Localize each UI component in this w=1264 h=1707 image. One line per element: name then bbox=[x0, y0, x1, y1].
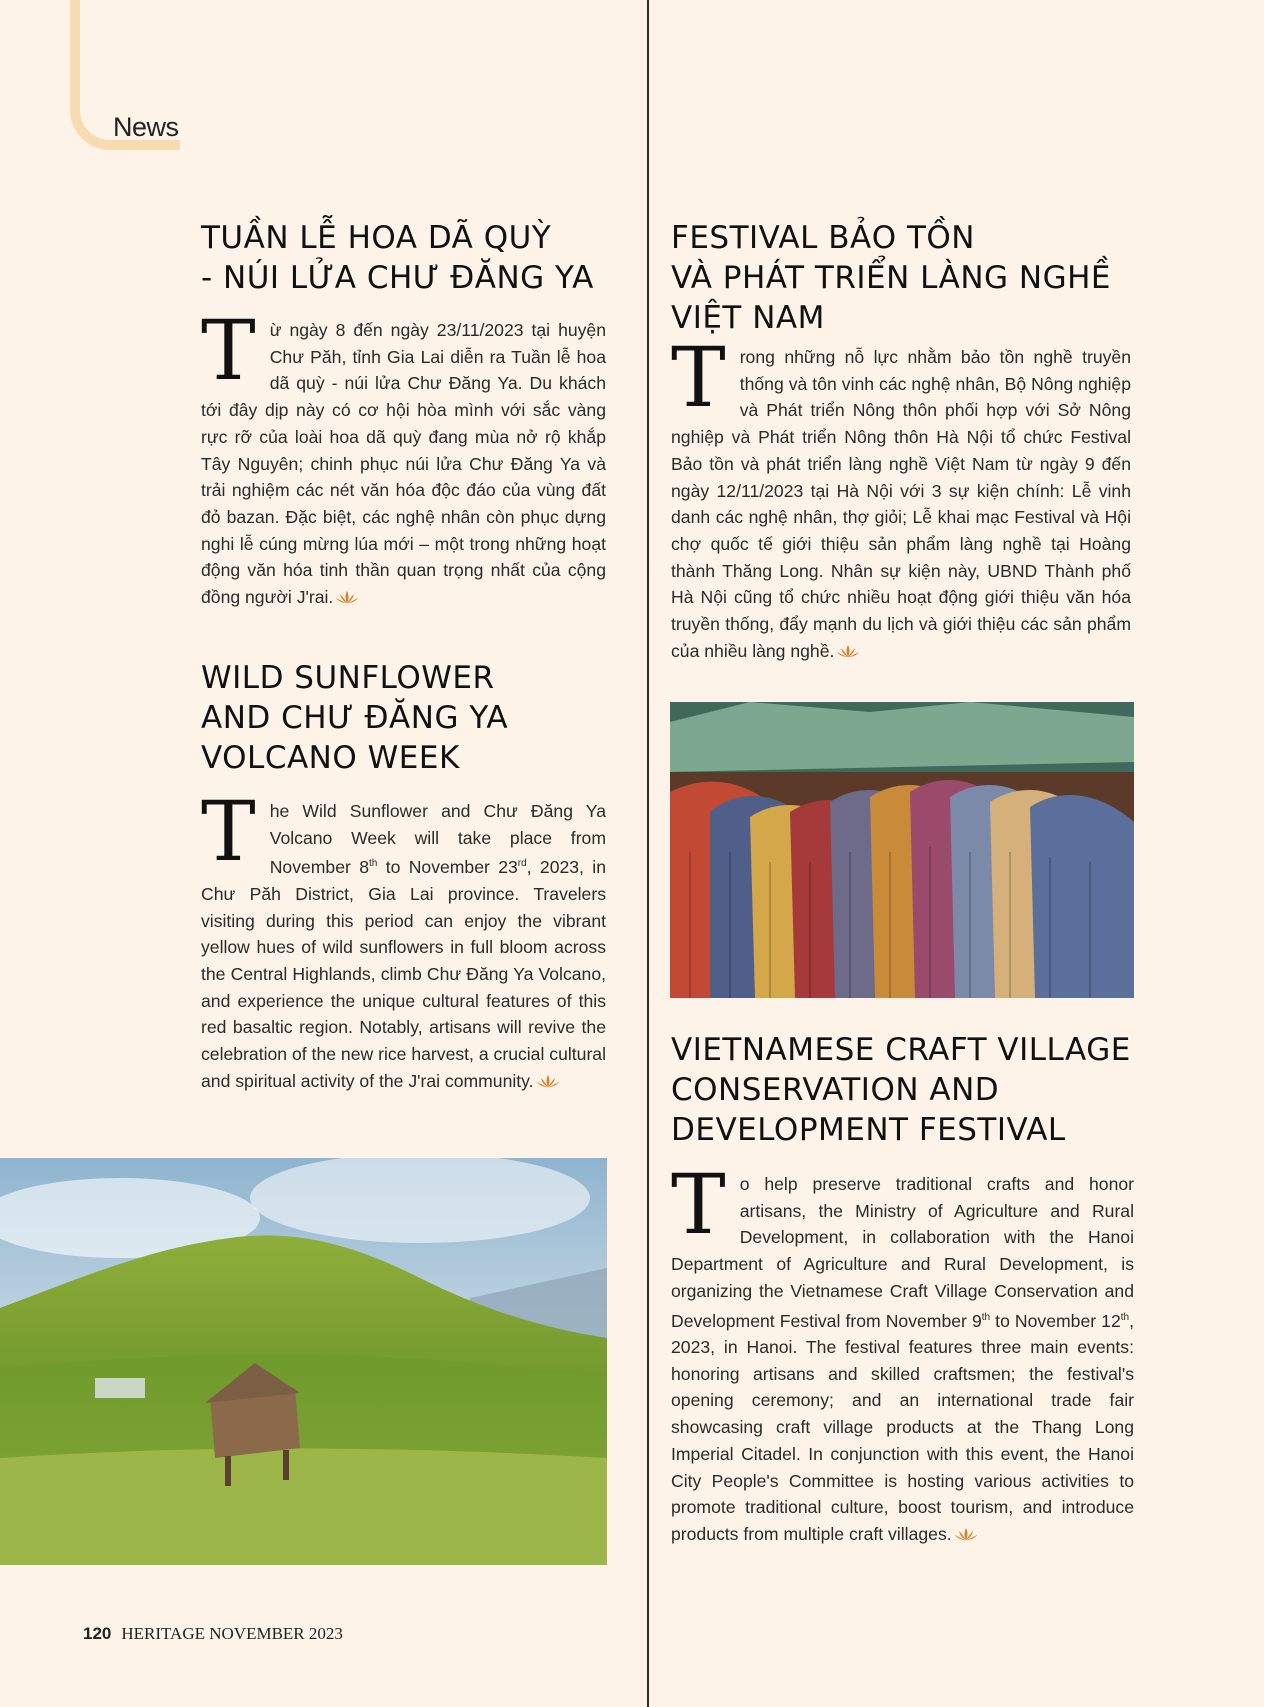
article-text: to November 23 bbox=[377, 857, 518, 878]
article-text: ừ ngày 8 đến ngày 23/11/2023 tại huyện Chư Păh, tỉnh Gia Lai diễn ra Tuần lễ hoa dã quỳ - núi lửa Chư Đăng Ya. Du khách tới đây dịp này có cơ hội hòa mình với sắc vàng rực rỡ của loài hoa dã quỳ đang mùa nở rộ khắp Tây Nguyên; chinh phục núi lửa Chư Đăng Ya và trải nghiệm các nét văn hóa độc đáo của vùng đất đỏ bazan. Đặc biệt, các nghệ nhân còn phục dựng nghi lễ cúng mừng lúa mới – một trong những hoạt động văn hóa tinh thần quan trọng nhất của cộng đồng người J'rai. bbox=[201, 320, 606, 608]
article-text: , 2023, in Hanoi. The festival features three main events: honoring artisans and skilled craftsmen; the festival's opening ceremony; and an international trade fair showcasing craft village products at the Thang Long Imperial Citadel. In conjunction with this event, the Hanoi City People's Committee is hosting various activities to promote traditional culture, boost tourism, and introduce products from multiple craft villages. bbox=[671, 1310, 1134, 1544]
article-body-vn-sunflower bbox=[201, 304, 606, 611]
magazine-issue: HERITAGE NOVEMBER 2023 bbox=[121, 1624, 343, 1643]
ordinal-suffix: th bbox=[1120, 1311, 1130, 1323]
title-line: VOLCANO WEEK bbox=[201, 740, 460, 776]
article-text: rong những nỗ lực nhằm bảo tồn nghề truyền thống và tôn vinh các nghệ nhân, Bộ Nông nghiệp và Phát triển Nông thôn phối hợp với Sở Nông nghiệp và Phát triển Nông thôn Hà Nội tổ chức Festival Bảo tồn và phát triển làng nghề Việt Nam từ ngày 9 đến ngày 12/11/2023 tại Hà Nội với 3 sự kiện chính: Lễ vinh danh các nghệ nhân, thợ giỏi; Lễ khai mạc Festival và Hội chợ quốc tế giới thiệu sản phẩm làng nghề tại Hoàng thành Thăng Long. Nhân sự kiện này, UBND Thành phố Hà Nội cũng tổ chức nhiều hoạt động giới thiệu văn hóa truyền thống, đẩy mạnh du lịch và giới thiệu các sản phẩm của nhiều làng nghề. bbox=[671, 347, 1131, 661]
section-label: News bbox=[113, 112, 179, 142]
lotus-icon bbox=[536, 1073, 560, 1089]
folded-fabrics-photo bbox=[670, 702, 1134, 998]
lotus-icon bbox=[836, 643, 860, 659]
lotus-icon bbox=[954, 1526, 978, 1542]
article-title-en-sunflower bbox=[201, 658, 621, 778]
title-line: AND CHƯ ĐĂNG YA bbox=[201, 700, 509, 736]
article-body-vn-festival bbox=[671, 331, 1131, 664]
title-line: DEVELOPMENT FESTIVAL bbox=[671, 1112, 1066, 1148]
article-title-vn-festival bbox=[671, 218, 1171, 338]
drop-cap: T bbox=[201, 785, 256, 880]
article-text: he Wild Sunflower and Chư Đăng Ya Volcano Week will take place from November 8 bbox=[269, 801, 606, 878]
title-line: FESTIVAL BẢO TỒN bbox=[671, 220, 975, 256]
title-line: VIETNAMESE CRAFT VILLAGE bbox=[671, 1032, 1131, 1068]
title-line: VIỆT NAM bbox=[671, 300, 825, 336]
article-text: o help preserve traditional crafts and honor artisans, the Ministry of Agriculture and Rural Development, in collaboration with the Hanoi Department of Agriculture and Rural Development, is organizing the Vietnamese Craft Village Conservation and Development Festival from November 9 bbox=[671, 1174, 1134, 1331]
title-line: - NÚI LỬA CHƯ ĐĂNG YA bbox=[201, 260, 594, 296]
column-divider bbox=[647, 0, 649, 1707]
page-footer bbox=[83, 1624, 343, 1644]
article-body-en-sunflower bbox=[201, 785, 606, 1095]
drop-cap: T bbox=[671, 331, 726, 426]
title-line: CONSERVATION AND bbox=[671, 1072, 1000, 1108]
article-title-vn-sunflower bbox=[201, 218, 621, 298]
drop-cap: T bbox=[671, 1158, 726, 1253]
article-text: to November 12 bbox=[990, 1310, 1121, 1331]
page-number: 120 bbox=[83, 1624, 112, 1643]
ordinal-suffix: rd bbox=[517, 858, 527, 870]
title-line: WILD SUNFLOWER bbox=[201, 660, 495, 696]
article-body-en-festival bbox=[671, 1158, 1134, 1548]
ordinal-suffix: th bbox=[981, 1311, 991, 1323]
ordinal-suffix: th bbox=[369, 858, 378, 870]
volcano-landscape-photo bbox=[0, 1158, 607, 1565]
article-title-en-festival bbox=[671, 1030, 1171, 1150]
lotus-icon bbox=[335, 589, 359, 605]
title-line: TUẦN LỄ HOA DÃ QUỲ bbox=[201, 220, 552, 256]
drop-cap: T bbox=[201, 304, 256, 399]
title-line: VÀ PHÁT TRIỂN LÀNG NGHỀ bbox=[671, 260, 1111, 296]
article-text: , 2023, in Chư Păh District, Gia Lai province. Travelers visiting during this period can enjoy the vibrant yellow hues of wild sunflowers in full bloom across the Central Highlands, climb Chư Đăng Ya Volcano, and experience the unique cultural features of this red basaltic region. Notably, artisans will revive the celebration of the new rice harvest, a crucial cultural and spiritual activity of the J'rai community. bbox=[201, 857, 606, 1091]
